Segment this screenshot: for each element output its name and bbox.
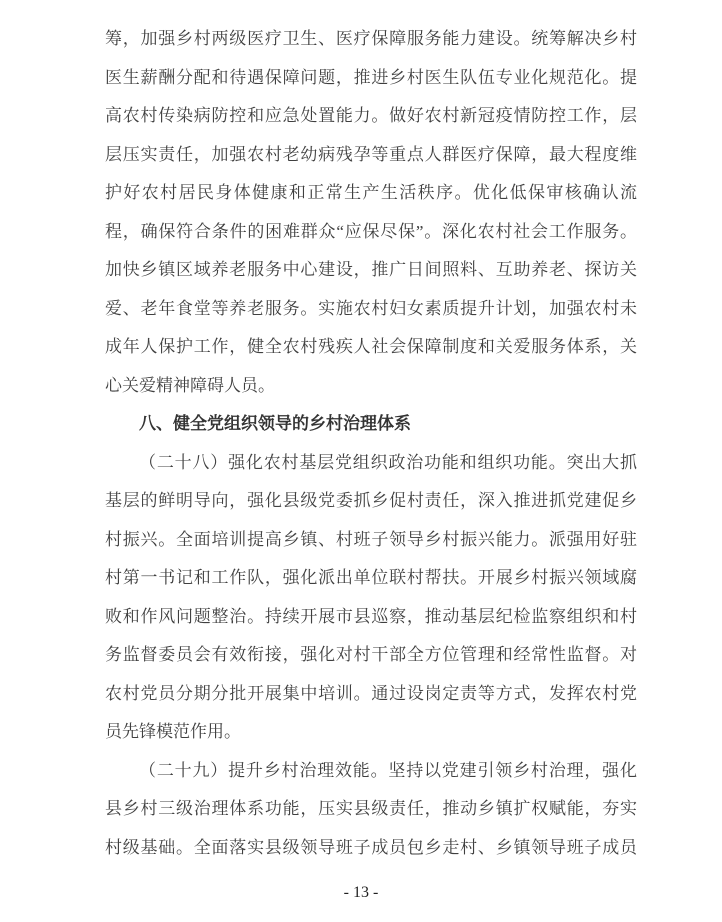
text-line: 村第一书记和工作队，强化派出单位联村帮扶。开展乡村振兴领域腐: [105, 568, 637, 587]
text-line: 爱、老年食堂等养老服务。实施农村妇女素质提升计划，加强农村未: [105, 298, 637, 318]
text-line: 县乡村三级治理体系功能，压实县级责任，推动乡镇扩权赋能，夯实: [105, 799, 637, 818]
page-number: - 13 -: [343, 884, 379, 901]
text-line: 筹，加强乡村两级医疗卫生、医疗保障服务能力建设。统筹解决乡村: [105, 29, 637, 48]
section-heading: 八、健全党组织领导的乡村治理体系: [139, 414, 411, 433]
text-line: 成年人保护工作，健全农村残疾人社会保障制度和关爱服务体系，关: [105, 337, 637, 356]
text-line: （二十八）强化农村基层党组织政治功能和组织功能。突出大抓: [139, 452, 637, 472]
document-body: [105, 20, 637, 867]
text-line: 败和作风问题整治。持续开展市县巡察，推动基层纪检监察组织和村: [105, 606, 637, 626]
text-line: 加快乡镇区域养老服务中心建设，推广日间照料、互助养老、探访关: [105, 260, 637, 279]
text-line: 农村党员分期分批开展集中培训。通过设岗定责等方式，发挥农村党: [105, 683, 637, 703]
text-line: 层压实责任，加强农村老幼病残孕等重点人群医疗保障，最大程度维: [105, 144, 637, 164]
text-line: （二十九）提升乡村治理效能。坚持以党建引领乡村治理，强化: [139, 760, 637, 780]
text-line: 程，确保符合条件的困难群众“应保尽保”。深化农村社会工作服务。: [105, 221, 637, 241]
text-line: 村级基础。全面落实县级领导班子成员包乡走村、乡镇领导班子成员: [105, 837, 637, 857]
text-line: 心关爱精神障碍人员。: [105, 375, 275, 395]
paragraph-29: [105, 752, 637, 868]
text-line: 高农村传染病防控和应急处置能力。做好农村新冠疫情防控工作，层: [105, 106, 637, 125]
text-line: 基层的鲜明导向，强化县级党委抓乡促村责任，深入推进抓党建促乡: [105, 491, 637, 510]
text-line: 村振兴。全面培训提高乡镇、村班子领导乡村振兴能力。派强用好驻: [105, 529, 637, 549]
paragraph-28: [105, 444, 637, 752]
text-line: 医生薪酬分配和待遇保障问题，推进乡村医生队伍专业化规范化。提: [105, 67, 637, 87]
text-line: 护好农村居民身体健康和正常生产生活秩序。优化低保审核确认流: [105, 183, 637, 202]
text-line: 员先锋模范作用。: [105, 722, 241, 741]
paragraph-continuation: [105, 20, 637, 405]
text-line: 务监督委员会有效衔接，强化对村干部全方位管理和经常性监督。对: [105, 645, 637, 664]
